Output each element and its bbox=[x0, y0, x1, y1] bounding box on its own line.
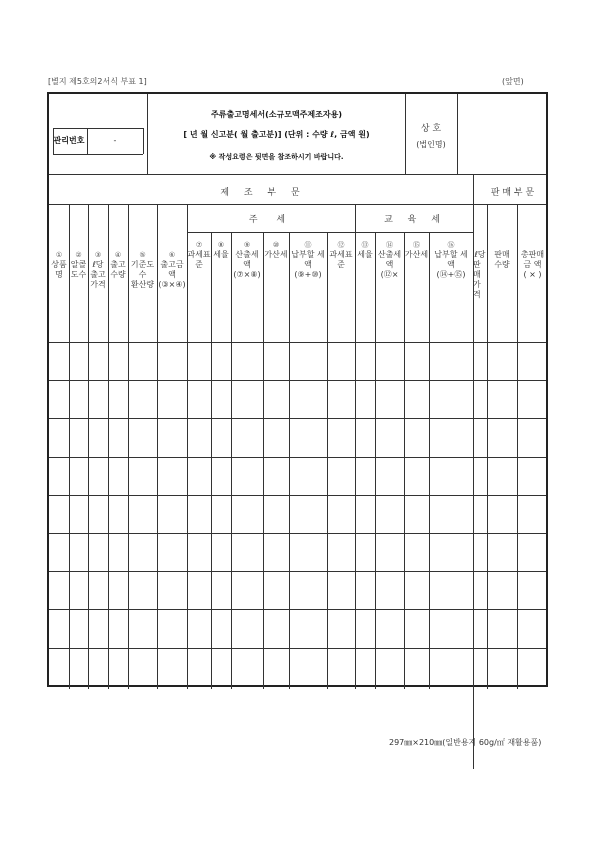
column-label: (⑫× bbox=[380, 270, 399, 279]
column-header bbox=[429, 240, 473, 280]
data-row-line bbox=[49, 609, 546, 610]
column-label: 액 bbox=[243, 260, 251, 269]
management-number-value[interactable]: - bbox=[113, 136, 117, 145]
title-block-bottom-line bbox=[49, 174, 546, 175]
column-header bbox=[375, 240, 404, 280]
column-line bbox=[473, 232, 474, 689]
column-label: 세율 bbox=[213, 250, 229, 259]
column-header bbox=[49, 250, 69, 280]
column-label: 액 bbox=[168, 270, 176, 279]
column-number: ⑫ bbox=[337, 241, 345, 249]
column-header bbox=[88, 250, 108, 290]
header-bottom-line bbox=[49, 342, 546, 343]
column-number: ⑤ bbox=[139, 251, 146, 259]
column-label: 판매 bbox=[494, 250, 510, 259]
column-label: 수 bbox=[138, 270, 147, 279]
column-label: 명 bbox=[55, 270, 63, 279]
column-line bbox=[289, 232, 290, 689]
column-header bbox=[187, 240, 211, 270]
column-line bbox=[263, 232, 264, 689]
title-divider-line bbox=[147, 94, 148, 174]
column-line bbox=[327, 232, 328, 689]
column-label: 과세표 bbox=[187, 250, 211, 259]
column-label: 납부할 세 bbox=[434, 250, 468, 259]
column-line bbox=[231, 232, 232, 689]
data-row-line bbox=[49, 457, 546, 458]
column-number: ⑦ bbox=[195, 241, 203, 249]
column-number: ⑩ bbox=[272, 241, 280, 249]
column-label: 금 액 bbox=[523, 260, 542, 269]
column-label: 세율 bbox=[357, 250, 373, 259]
column-label: 환산량 bbox=[130, 280, 155, 289]
manufacturing-section-title: 제 조 부 문 bbox=[220, 188, 306, 198]
column-number: ③ bbox=[94, 251, 102, 259]
column-number: ⑯ bbox=[447, 241, 455, 249]
column-label: 과세표 bbox=[329, 250, 353, 259]
form-table bbox=[47, 92, 548, 687]
form-instruction-note: ※ 작성요령은 뒷면을 참조하시기 바랍니다. bbox=[209, 153, 344, 161]
column-header bbox=[473, 250, 487, 300]
column-header bbox=[355, 240, 375, 260]
column-line bbox=[429, 232, 430, 689]
column-header bbox=[517, 250, 548, 280]
column-number: ⑪ bbox=[304, 241, 312, 249]
data-row-line bbox=[49, 380, 546, 381]
data-row-line bbox=[49, 648, 546, 649]
data-row-line bbox=[49, 418, 546, 419]
column-header bbox=[487, 250, 517, 270]
education-tax-group-title: 교 육 세 bbox=[384, 215, 446, 225]
column-label: 납부할 세 bbox=[291, 250, 325, 259]
title-divider-line bbox=[405, 94, 406, 174]
column-label: (⑭+⑮) bbox=[436, 270, 466, 279]
column-label: 수량 bbox=[110, 270, 126, 279]
column-header bbox=[327, 240, 355, 270]
column-number: ⑨ bbox=[243, 241, 251, 249]
mgmt-box-line bbox=[87, 128, 88, 154]
mgmt-box-line bbox=[53, 154, 143, 155]
column-label: 출고금 bbox=[160, 260, 184, 269]
column-number: ⑭ bbox=[386, 241, 393, 249]
data-row-line bbox=[49, 571, 546, 572]
column-line bbox=[404, 232, 405, 689]
column-line bbox=[211, 232, 212, 689]
section-row-line bbox=[49, 204, 546, 205]
column-label: 액 bbox=[385, 260, 394, 269]
tax-group-line bbox=[187, 232, 473, 233]
column-header bbox=[404, 240, 429, 260]
column-line bbox=[375, 232, 376, 689]
mgmt-box-line bbox=[143, 128, 144, 154]
column-label: 알콜 bbox=[70, 260, 87, 269]
column-number: ⑮ bbox=[413, 241, 420, 249]
column-number: ⑧ bbox=[217, 241, 225, 249]
column-label: 가산세 bbox=[264, 250, 288, 259]
column-label: (⑦×⑧) bbox=[233, 270, 261, 279]
column-header bbox=[69, 250, 88, 280]
column-header bbox=[128, 250, 157, 290]
column-label: 수량 bbox=[494, 260, 510, 269]
column-header bbox=[108, 250, 128, 280]
page-side-label: (앞면) bbox=[502, 77, 524, 86]
column-label: 가격 bbox=[473, 280, 481, 299]
title-divider-line bbox=[457, 94, 458, 174]
column-header bbox=[211, 240, 231, 260]
column-label: 산출세 bbox=[377, 250, 402, 259]
column-label: 액 bbox=[447, 260, 455, 269]
column-label: 총판매 bbox=[520, 250, 545, 259]
data-row-line bbox=[49, 495, 546, 496]
column-label: (③×④) bbox=[158, 280, 186, 289]
column-number: ④ bbox=[114, 251, 122, 259]
column-label: 판매 bbox=[473, 260, 481, 279]
column-label: 도수 bbox=[70, 270, 87, 279]
form-period-unit: [ 년 월 신고분( 월 출고분)] (단위 : 수량 ℓ, 금액 원) bbox=[183, 130, 370, 139]
column-header bbox=[157, 250, 187, 290]
column-label: 가산세 bbox=[404, 250, 429, 259]
column-label: ℓ당 bbox=[92, 260, 104, 269]
paper-spec-footer: 297㎜×210㎜(일반용지 60g/㎡ 재활용품) bbox=[389, 738, 542, 747]
column-label: (⑨+⑩) bbox=[294, 270, 322, 279]
column-label: 산출세 bbox=[235, 250, 259, 259]
data-row-line bbox=[49, 533, 546, 534]
column-header bbox=[289, 240, 327, 280]
management-number-label: 관리번호 bbox=[53, 136, 85, 145]
column-number: ⑥ bbox=[168, 251, 176, 259]
column-header bbox=[263, 240, 289, 260]
company-name-sublabel: (법인명) bbox=[416, 140, 446, 149]
column-number: ① bbox=[55, 251, 63, 259]
column-label: 출고 bbox=[110, 260, 126, 269]
sales-section-title: 판 매 부 문 bbox=[490, 188, 535, 198]
mgmt-box-line bbox=[53, 128, 143, 129]
column-header bbox=[231, 240, 263, 280]
column-label: 가격 bbox=[90, 280, 106, 289]
column-label: 액 bbox=[304, 260, 312, 269]
column-line bbox=[355, 204, 356, 689]
column-number: ② bbox=[75, 251, 82, 259]
column-line bbox=[487, 204, 488, 689]
column-line bbox=[187, 204, 188, 689]
column-number: ⑬ bbox=[361, 241, 369, 249]
column-label: 준 bbox=[195, 260, 203, 269]
column-label: 출고 bbox=[90, 270, 106, 279]
mgmt-box-line bbox=[53, 128, 54, 154]
column-label: 준 bbox=[337, 260, 345, 269]
form-title: 주류출고명세서(소규모맥주제조자용) bbox=[211, 110, 342, 119]
column-label: 상품 bbox=[51, 260, 67, 269]
form-reference: [별지 제5호의2서식 부표 1] bbox=[48, 77, 147, 86]
company-name-label: 상 호 bbox=[420, 124, 442, 134]
column-label: ( × ) bbox=[523, 270, 542, 279]
liquor-tax-group-title: 주 세 bbox=[248, 215, 294, 225]
column-label: 기준도 bbox=[130, 260, 155, 269]
column-label: ℓ당 bbox=[474, 250, 486, 259]
